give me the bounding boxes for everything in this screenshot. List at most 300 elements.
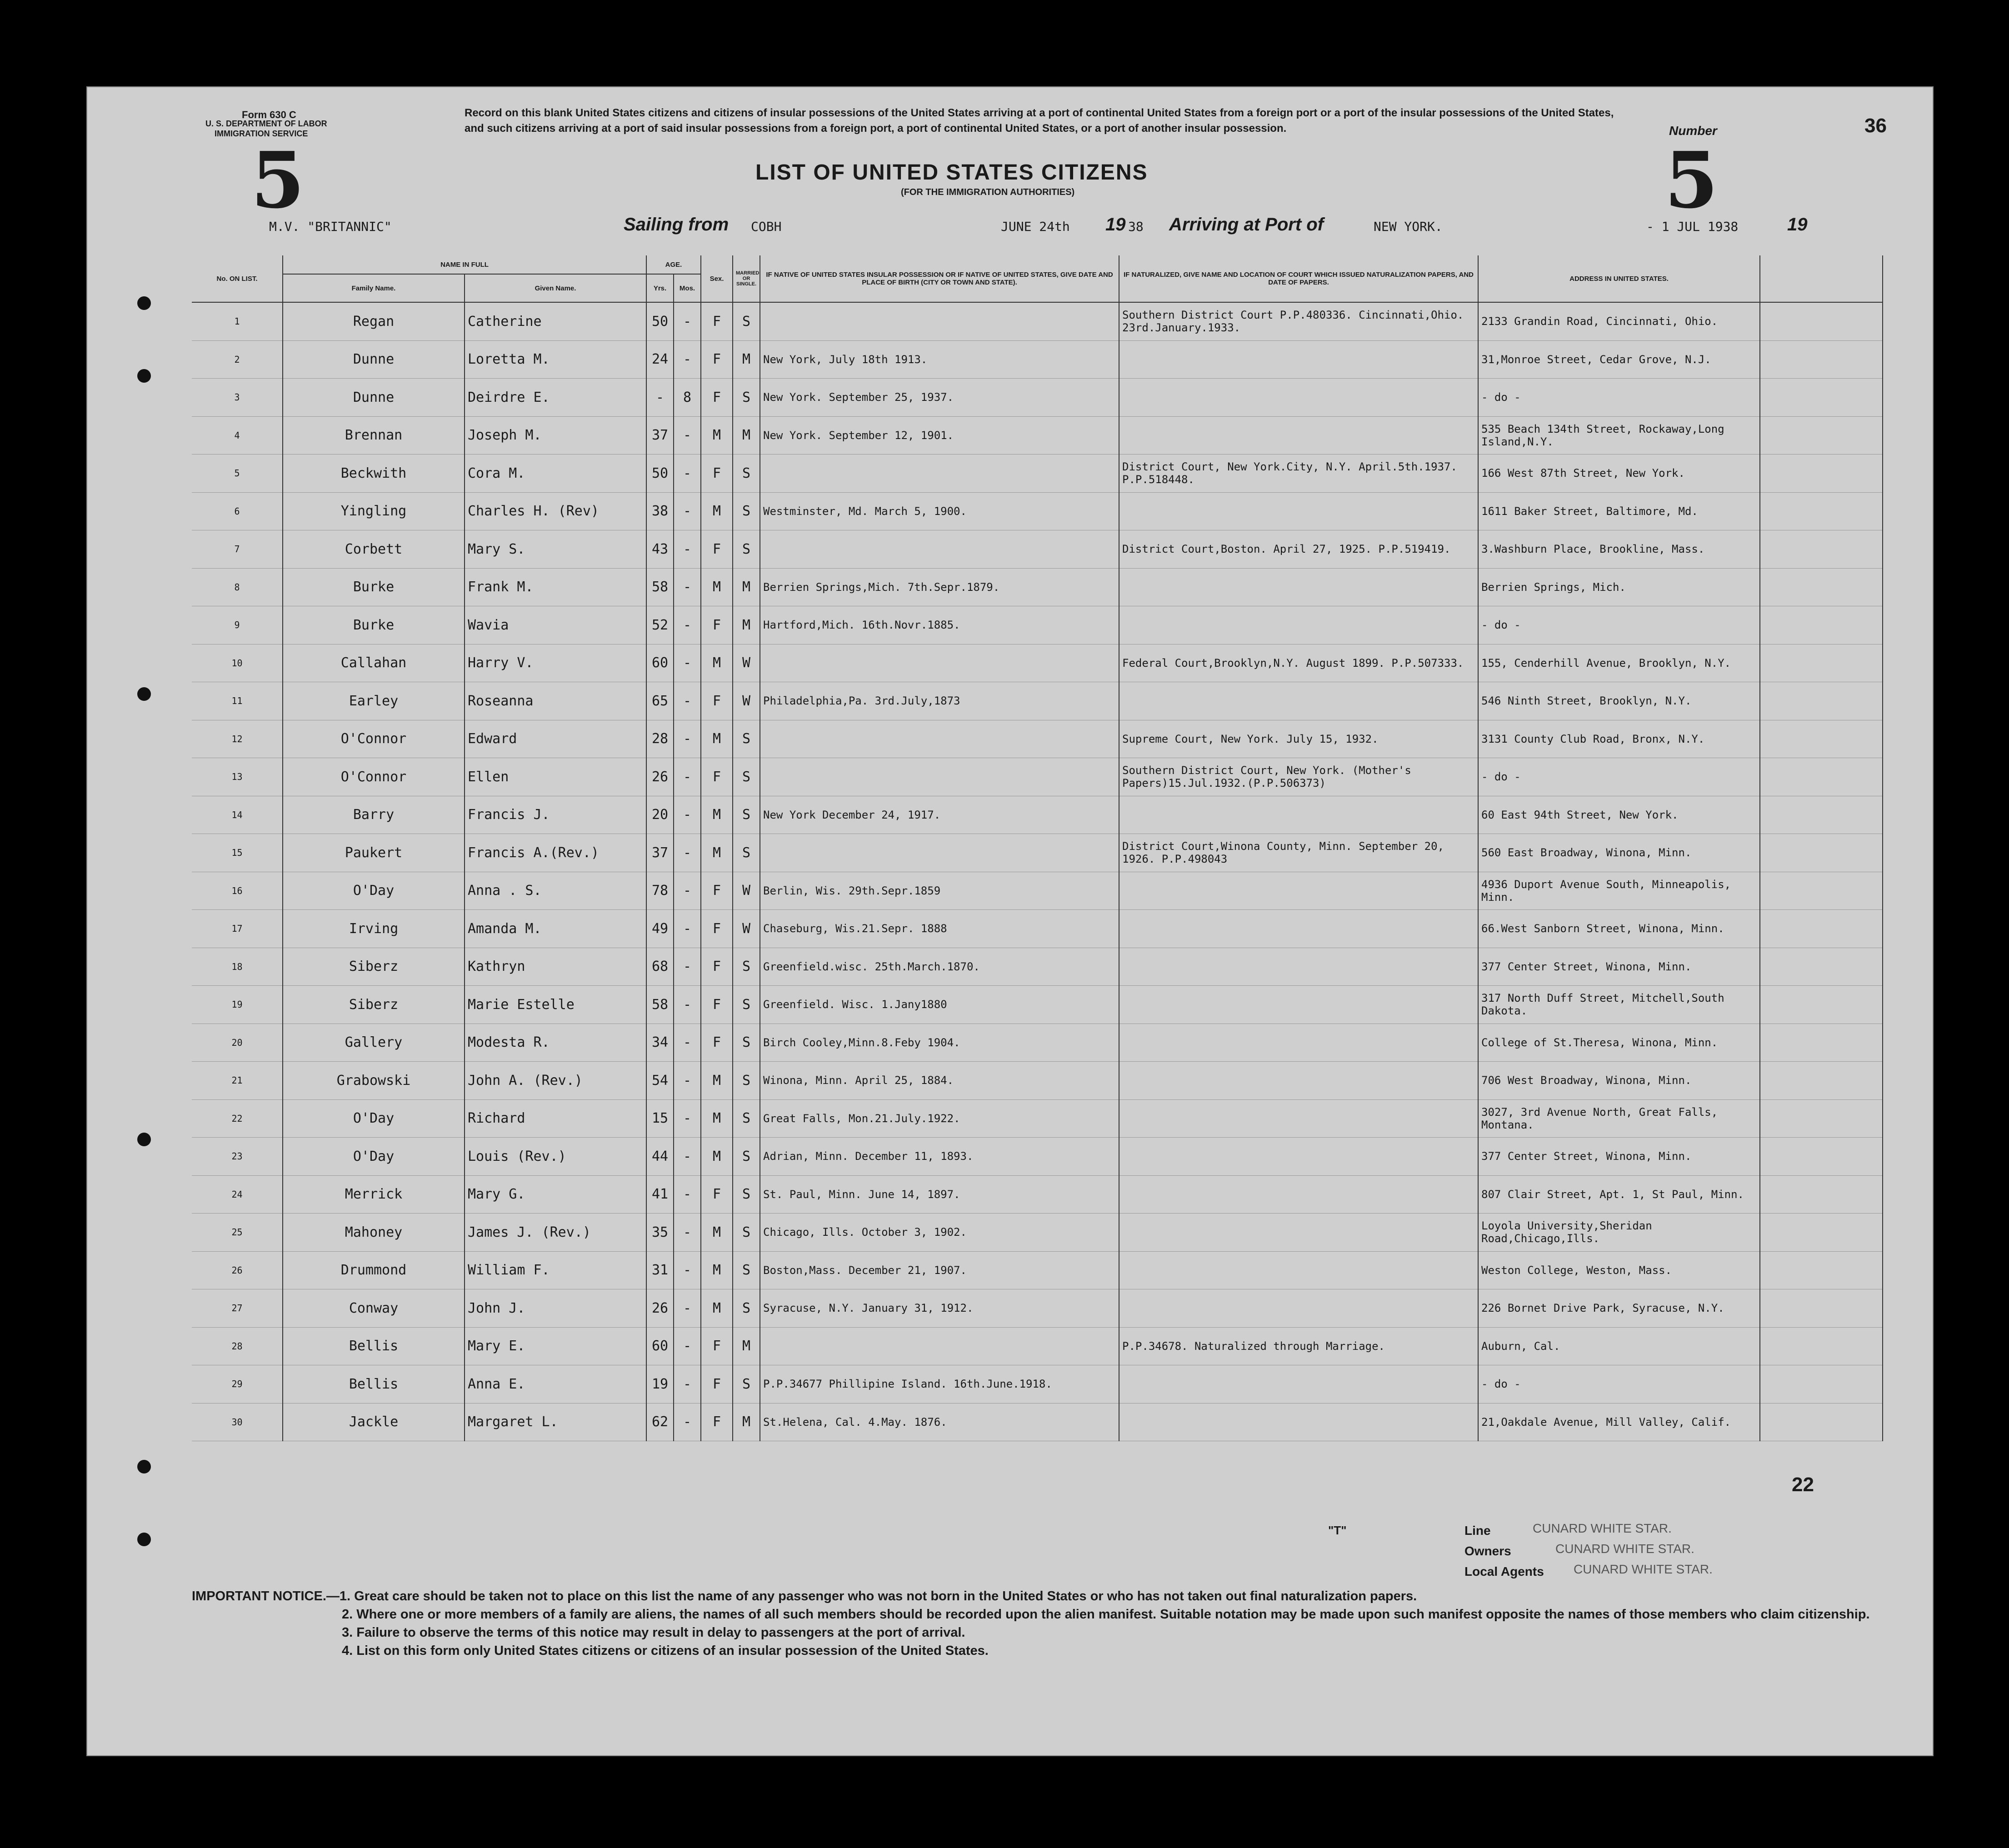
marital-status: W [733,682,760,720]
age-years: 62 [646,1403,674,1441]
birth-place-date: Westminster, Md. March 5, 1900. [760,492,1119,530]
address: Loyola University,Sheridan Road,Chicago,Ills. [1478,1214,1760,1252]
given-name: Catherine [465,302,646,340]
naturalization-info [1119,948,1478,986]
sex: M [701,1138,733,1176]
marital-status: M [733,1327,760,1365]
marital-status: S [733,530,760,569]
blank-cell [1760,340,1883,379]
family-name: Earley [283,682,465,720]
sex: M [701,1251,733,1289]
age-years: 37 [646,416,674,455]
age-months: - [674,682,701,720]
age-years: 65 [646,682,674,720]
given-name: Mary G. [465,1175,646,1214]
marital-status: M [733,1403,760,1441]
naturalization-info [1119,682,1478,720]
naturalization-info: Federal Court,Brooklyn,N.Y. August 1899. P.P.507333. [1119,644,1478,682]
sex: F [701,606,733,644]
family-name: Dunne [283,379,465,417]
form-area [192,105,1887,1742]
naturalization-info [1119,606,1478,644]
age-months: 8 [674,379,701,417]
blank-cell [1760,1024,1883,1062]
blank-cell [1760,1289,1883,1328]
row-number: 24 [192,1175,283,1214]
sex: M [701,492,733,530]
row-number: 27 [192,1289,283,1328]
age-months: - [674,644,701,682]
age-months: - [674,1138,701,1176]
row-number: 1 [192,302,283,340]
blank-cell [1760,720,1883,758]
family-name: Drummond [283,1251,465,1289]
notice-item-4: 4. List on this form only United States citizens or citizens of an insular possession of the United States. [342,1643,989,1658]
t-mark: "T" [1328,1523,1347,1537]
sex: M [701,1099,733,1138]
age-years: 49 [646,910,674,948]
sex: M [701,568,733,606]
table-row [192,416,1883,455]
sex: F [701,758,733,796]
marital-status: M [733,606,760,644]
arrival-date-stamp: - 1 JUL 1938 [1646,219,1739,234]
table-row [192,644,1883,682]
age-months: - [674,1289,701,1328]
blank-cell [1760,530,1883,569]
age-months: - [674,758,701,796]
birth-place-date [760,644,1119,682]
age-months: - [674,1099,701,1138]
family-name: Bellis [283,1365,465,1403]
marital-status: W [733,644,760,682]
age-years: - [646,379,674,417]
birth-place-date: Chaseburg, Wis.21.Sepr. 1888 [760,910,1119,948]
row-number: 5 [192,455,283,493]
blank-cell [1760,796,1883,834]
family-name: Irving [283,910,465,948]
family-name: O'Day [283,1099,465,1138]
address: 535 Beach 134th Street, Rockaway,Long Island,N.Y. [1478,416,1760,455]
table-row [192,1024,1883,1062]
age-months: - [674,416,701,455]
address: 706 West Broadway, Winona, Minn. [1478,1062,1760,1100]
row-number: 16 [192,872,283,910]
naturalization-info [1119,1403,1478,1441]
header-blank [1760,255,1883,302]
row-number: 21 [192,1062,283,1100]
header-no-on-list: No. ON LIST. [192,255,283,302]
sex: F [701,872,733,910]
table-row [192,1138,1883,1176]
notice-item-3: 3. Failure to observe the terms of this notice may result in delay to passengers at the port of arrival. [342,1625,965,1640]
naturalization-info [1119,340,1478,379]
given-name: Frank M. [465,568,646,606]
marital-status: W [733,910,760,948]
birth-place-date: Winona, Minn. April 25, 1884. [760,1062,1119,1100]
sex: M [701,1289,733,1328]
row-number: 14 [192,796,283,834]
address: 3131 County Club Road, Bronx, N.Y. [1478,720,1760,758]
family-name: Merrick [283,1175,465,1214]
address: 317 North Duff Street, Mitchell,South Dakota. [1478,986,1760,1024]
birth-place-date: St.Helena, Cal. 4.May. 1876. [760,1403,1119,1441]
naturalization-info [1119,568,1478,606]
family-name: Gallery [283,1024,465,1062]
naturalization-info [1119,1365,1478,1403]
naturalization-info [1119,1024,1478,1062]
age-years: 20 [646,796,674,834]
blank-cell [1760,606,1883,644]
blank-cell [1760,644,1883,682]
row-number: 20 [192,1024,283,1062]
row-number: 12 [192,720,283,758]
punch-hole [137,369,151,383]
blank-cell [1760,455,1883,493]
blank-cell [1760,302,1883,340]
family-name: Beckwith [283,455,465,493]
birth-place-date: Chicago, Ills. October 3, 1902. [760,1214,1119,1252]
table-row [192,986,1883,1024]
age-months: - [674,455,701,493]
given-name: Joseph M. [465,416,646,455]
table-row [192,1175,1883,1214]
marital-status: S [733,492,760,530]
age-years: 58 [646,568,674,606]
row-number: 2 [192,340,283,379]
marital-status: S [733,1365,760,1403]
row-number: 15 [192,834,283,872]
birth-place-date: Hartford,Mich. 16th.Novr.1885. [760,606,1119,644]
blank-cell [1760,1365,1883,1403]
manifest-sheet [86,86,1934,1756]
family-name: Paukert [283,834,465,872]
notice-item-2: 2. Where one or more members of a family are aliens, the names of all such members should be recorded upon the alien manifest. Suitable notation may be made upon such manifest opposite the names of those members who claim citizenship. [342,1607,1870,1622]
family-name: Conway [283,1289,465,1328]
naturalization-info [1119,379,1478,417]
family-name: Bellis [283,1327,465,1365]
table-row [192,606,1883,644]
family-name: Mahoney [283,1214,465,1252]
passenger-rows [192,302,1883,1441]
birth-place-date: New York. September 25, 1937. [760,379,1119,417]
birth-place-date: P.P.34677 Phillipine Island. 16th.June.1918. [760,1365,1119,1403]
naturalization-info [1119,910,1478,948]
family-name: Burke [283,606,465,644]
line-value: CUNARD WHITE STAR. [1533,1521,1672,1535]
service-line: IMMIGRATION SERVICE [215,129,308,138]
marital-status: S [733,948,760,986]
table-row [192,1062,1883,1100]
naturalization-info: Southern District Court P.P.480336. Cincinnati,Ohio. 23rd.January.1933. [1119,302,1478,340]
table-row [192,302,1883,340]
header-mos: Mos. [674,274,701,302]
age-months: - [674,986,701,1024]
naturalization-info: District Court,Boston. April 27, 1925. P.P.519419. [1119,530,1478,569]
punch-hole [137,1533,151,1546]
number-label: Number [1669,124,1717,138]
age-months: - [674,340,701,379]
marital-status: S [733,986,760,1024]
notice-item-1: —1. Great care should be taken not to place on this list the name of any passenger who was not born in the United States or who has not taken out final naturalization papers. [326,1589,1417,1603]
row-number: 30 [192,1403,283,1441]
age-years: 60 [646,1327,674,1365]
header-sex: Sex. [701,255,733,302]
age-years: 24 [646,340,674,379]
blank-cell [1760,910,1883,948]
sex: M [701,1214,733,1252]
address: 4936 Duport Avenue South, Minneapolis, Minn. [1478,872,1760,910]
year-prefix: 19 [1105,215,1126,235]
age-months: - [674,492,701,530]
table-row [192,872,1883,910]
address: 21,Oakdale Avenue, Mill Valley, Calif. [1478,1403,1760,1441]
sex: F [701,986,733,1024]
naturalization-info: Southern District Court, New York. (Mother's Papers)15.Jul.1932.(P.P.506373) [1119,758,1478,796]
age-months: - [674,910,701,948]
address: Auburn, Cal. [1478,1327,1760,1365]
table-row [192,720,1883,758]
sex: F [701,340,733,379]
address: 560 East Broadway, Winona, Minn. [1478,834,1760,872]
owners-value: CUNARD WHITE STAR. [1555,1542,1694,1556]
given-name: John A. (Rev.) [465,1062,646,1100]
row-number: 8 [192,568,283,606]
sex: F [701,948,733,986]
important-notice [192,1587,1883,1660]
sex: F [701,1175,733,1214]
table-row [192,948,1883,986]
row-number: 28 [192,1327,283,1365]
age-years: 26 [646,1289,674,1328]
family-name: Grabowski [283,1062,465,1100]
row-number: 4 [192,416,283,455]
naturalization-info [1119,986,1478,1024]
sailing-year: 38 [1128,219,1144,234]
row-number: 26 [192,1251,283,1289]
blank-cell [1760,986,1883,1024]
age-years: 19 [646,1365,674,1403]
given-name: Charles H. (Rev) [465,492,646,530]
age-years: 28 [646,720,674,758]
birth-place-date [760,720,1119,758]
birth-place-date [760,758,1119,796]
blank-cell [1760,1251,1883,1289]
sex: F [701,1024,733,1062]
given-name: Marie Estelle [465,986,646,1024]
row-number: 9 [192,606,283,644]
naturalization-info [1119,1138,1478,1176]
family-name: Barry [283,796,465,834]
row-number: 13 [192,758,283,796]
header-name-in-full: NAME IN FULL [283,255,646,274]
record-instructions: Record on this blank United States citizens and citizens of insular possessions of the United States arriving at a port of continental United States from a foreign port or a port of the insular possessions of the United States, and such citizens arriving at a port of said insular possessions from a foreign port, a port of continental United States, or a port of another insular possession. [465,107,1614,135]
age-months: - [674,948,701,986]
age-months: - [674,834,701,872]
header-family-name: Family Name. [283,274,465,302]
age-years: 31 [646,1251,674,1289]
blank-cell [1760,872,1883,910]
marital-status: S [733,1175,760,1214]
table-row [192,379,1883,417]
address: Berrien Springs, Mich. [1478,568,1760,606]
age-years: 38 [646,492,674,530]
header-naturalized: IF NATURALIZED, GIVE NAME AND LOCATION OF COURT WHICH ISSUED NATURALIZATION PAPERS, AND DATE OF PAPERS. [1119,255,1478,302]
age-years: 78 [646,872,674,910]
given-name: Margaret L. [465,1403,646,1441]
punch-hole [137,1460,151,1473]
sex: M [701,834,733,872]
blank-cell [1760,1099,1883,1138]
page-subtitle: (FOR THE IMMIGRATION AUTHORITIES) [901,187,1075,197]
sex: M [701,720,733,758]
sailing-from: COBH [751,219,782,234]
punch-hole [137,1133,151,1146]
marital-status: S [733,379,760,417]
owners-label: Owners [1464,1544,1511,1558]
address: 1611 Baker Street, Baltimore, Md. [1478,492,1760,530]
family-name: Regan [283,302,465,340]
header-married-single: MARRIED OR SINGLE. [733,255,760,302]
page-number: 36 [1864,115,1887,137]
birth-place-date: Berlin, Wis. 29th.Sepr.1859 [760,872,1119,910]
given-name: Kathryn [465,948,646,986]
birth-place-date: Greenfield. Wisc. 1.Jany1880 [760,986,1119,1024]
blank-cell [1760,492,1883,530]
header-age: AGE. [646,255,701,274]
given-name: Francis A.(Rev.) [465,834,646,872]
blank-cell [1760,1175,1883,1214]
table-row [192,568,1883,606]
punch-hole [137,296,151,310]
given-name: Cora M. [465,455,646,493]
address: 377 Center Street, Winona, Minn. [1478,948,1760,986]
table-row [192,834,1883,872]
sex: F [701,379,733,417]
row-number: 25 [192,1214,283,1252]
passenger-count: 22 [1792,1473,1814,1496]
birth-place-date: New York December 24, 1917. [760,796,1119,834]
table-row [192,1251,1883,1289]
age-months: - [674,1175,701,1214]
naturalization-info [1119,1175,1478,1214]
row-number: 10 [192,644,283,682]
address: 546 Ninth Street, Brooklyn, N.Y. [1478,682,1760,720]
punch-hole [137,687,151,701]
marital-status: S [733,455,760,493]
blank-cell [1760,834,1883,872]
given-name: Louis (Rev.) [465,1138,646,1176]
line-label: Line [1464,1523,1491,1538]
address: 377 Center Street, Winona, Minn. [1478,1138,1760,1176]
address: 155, Cenderhill Avenue, Brooklyn, N.Y. [1478,644,1760,682]
family-name: O'Connor [283,720,465,758]
table-row [192,340,1883,379]
birth-place-date: Philadelphia,Pa. 3rd.July,1873 [760,682,1119,720]
sex: F [701,530,733,569]
blank-cell [1760,416,1883,455]
sex: M [701,644,733,682]
arrival-port: NEW YORK. [1374,219,1443,234]
naturalization-info [1119,1062,1478,1100]
department-line: U. S. DEPARTMENT OF LABOR [205,119,327,128]
family-name: Jackle [283,1403,465,1441]
notice-title: IMPORTANT NOTICE. [192,1589,326,1603]
sailing-date: JUNE 24th [1001,219,1070,234]
marital-status: S [733,1099,760,1138]
birth-place-date [760,302,1119,340]
birth-place-date [760,455,1119,493]
sex: F [701,1327,733,1365]
age-months: - [674,1062,701,1100]
naturalization-info [1119,872,1478,910]
given-name: Richard [465,1099,646,1138]
birth-place-date [760,1327,1119,1365]
address: College of St.Theresa, Winona, Minn. [1478,1024,1760,1062]
family-name: O'Day [283,872,465,910]
birth-place-date: Boston,Mass. December 21, 1907. [760,1251,1119,1289]
naturalization-info [1119,796,1478,834]
row-number: 19 [192,986,283,1024]
age-months: - [674,1327,701,1365]
sex: F [701,302,733,340]
marital-status: S [733,1289,760,1328]
arriving-label: Arriving at Port of [1169,215,1324,235]
naturalization-info: Supreme Court, New York. July 15, 1932. [1119,720,1478,758]
given-name: Mary E. [465,1327,646,1365]
age-months: - [674,530,701,569]
header-birth: IF NATIVE OF UNITED STATES INSULAR POSSESSION OR IF NATIVE OF UNITED STATES, GIVE DATE AND PLACE OF BIRTH (CITY OR TOWN AND STATE). [760,255,1119,302]
table-row [192,1214,1883,1252]
sex: M [701,796,733,834]
address: 3027, 3rd Avenue North, Great Falls, Montana. [1478,1099,1760,1138]
handwritten-number-left: 5 [251,135,305,226]
table-row [192,1365,1883,1403]
birth-place-date: Berrien Springs,Mich. 7th.Sepr.1879. [760,568,1119,606]
given-name: Mary S. [465,530,646,569]
marital-status: S [733,1251,760,1289]
marital-status: S [733,796,760,834]
table-row [192,492,1883,530]
blank-cell [1760,379,1883,417]
arrival-year-prefix: 19 [1787,215,1808,235]
age-months: - [674,568,701,606]
row-number: 17 [192,910,283,948]
family-name: Siberz [283,948,465,986]
marital-status: M [733,340,760,379]
marital-status: S [733,1062,760,1100]
sex: F [701,455,733,493]
age-years: 43 [646,530,674,569]
given-name: Anna . S. [465,872,646,910]
age-years: 52 [646,606,674,644]
age-years: 44 [646,1138,674,1176]
given-name: Anna E. [465,1365,646,1403]
passenger-table [192,255,1883,1441]
table-row [192,1403,1883,1441]
blank-cell [1760,1062,1883,1100]
table-row [192,758,1883,796]
address: 2133 Grandin Road, Cincinnati, Ohio. [1478,302,1760,340]
table-row [192,682,1883,720]
sex: F [701,1403,733,1441]
address: - do - [1478,379,1760,417]
address: 3.Washburn Place, Brookline, Mass. [1478,530,1760,569]
marital-status: S [733,302,760,340]
header-yrs: Yrs. [646,274,674,302]
naturalization-info [1119,1099,1478,1138]
age-months: - [674,1251,701,1289]
